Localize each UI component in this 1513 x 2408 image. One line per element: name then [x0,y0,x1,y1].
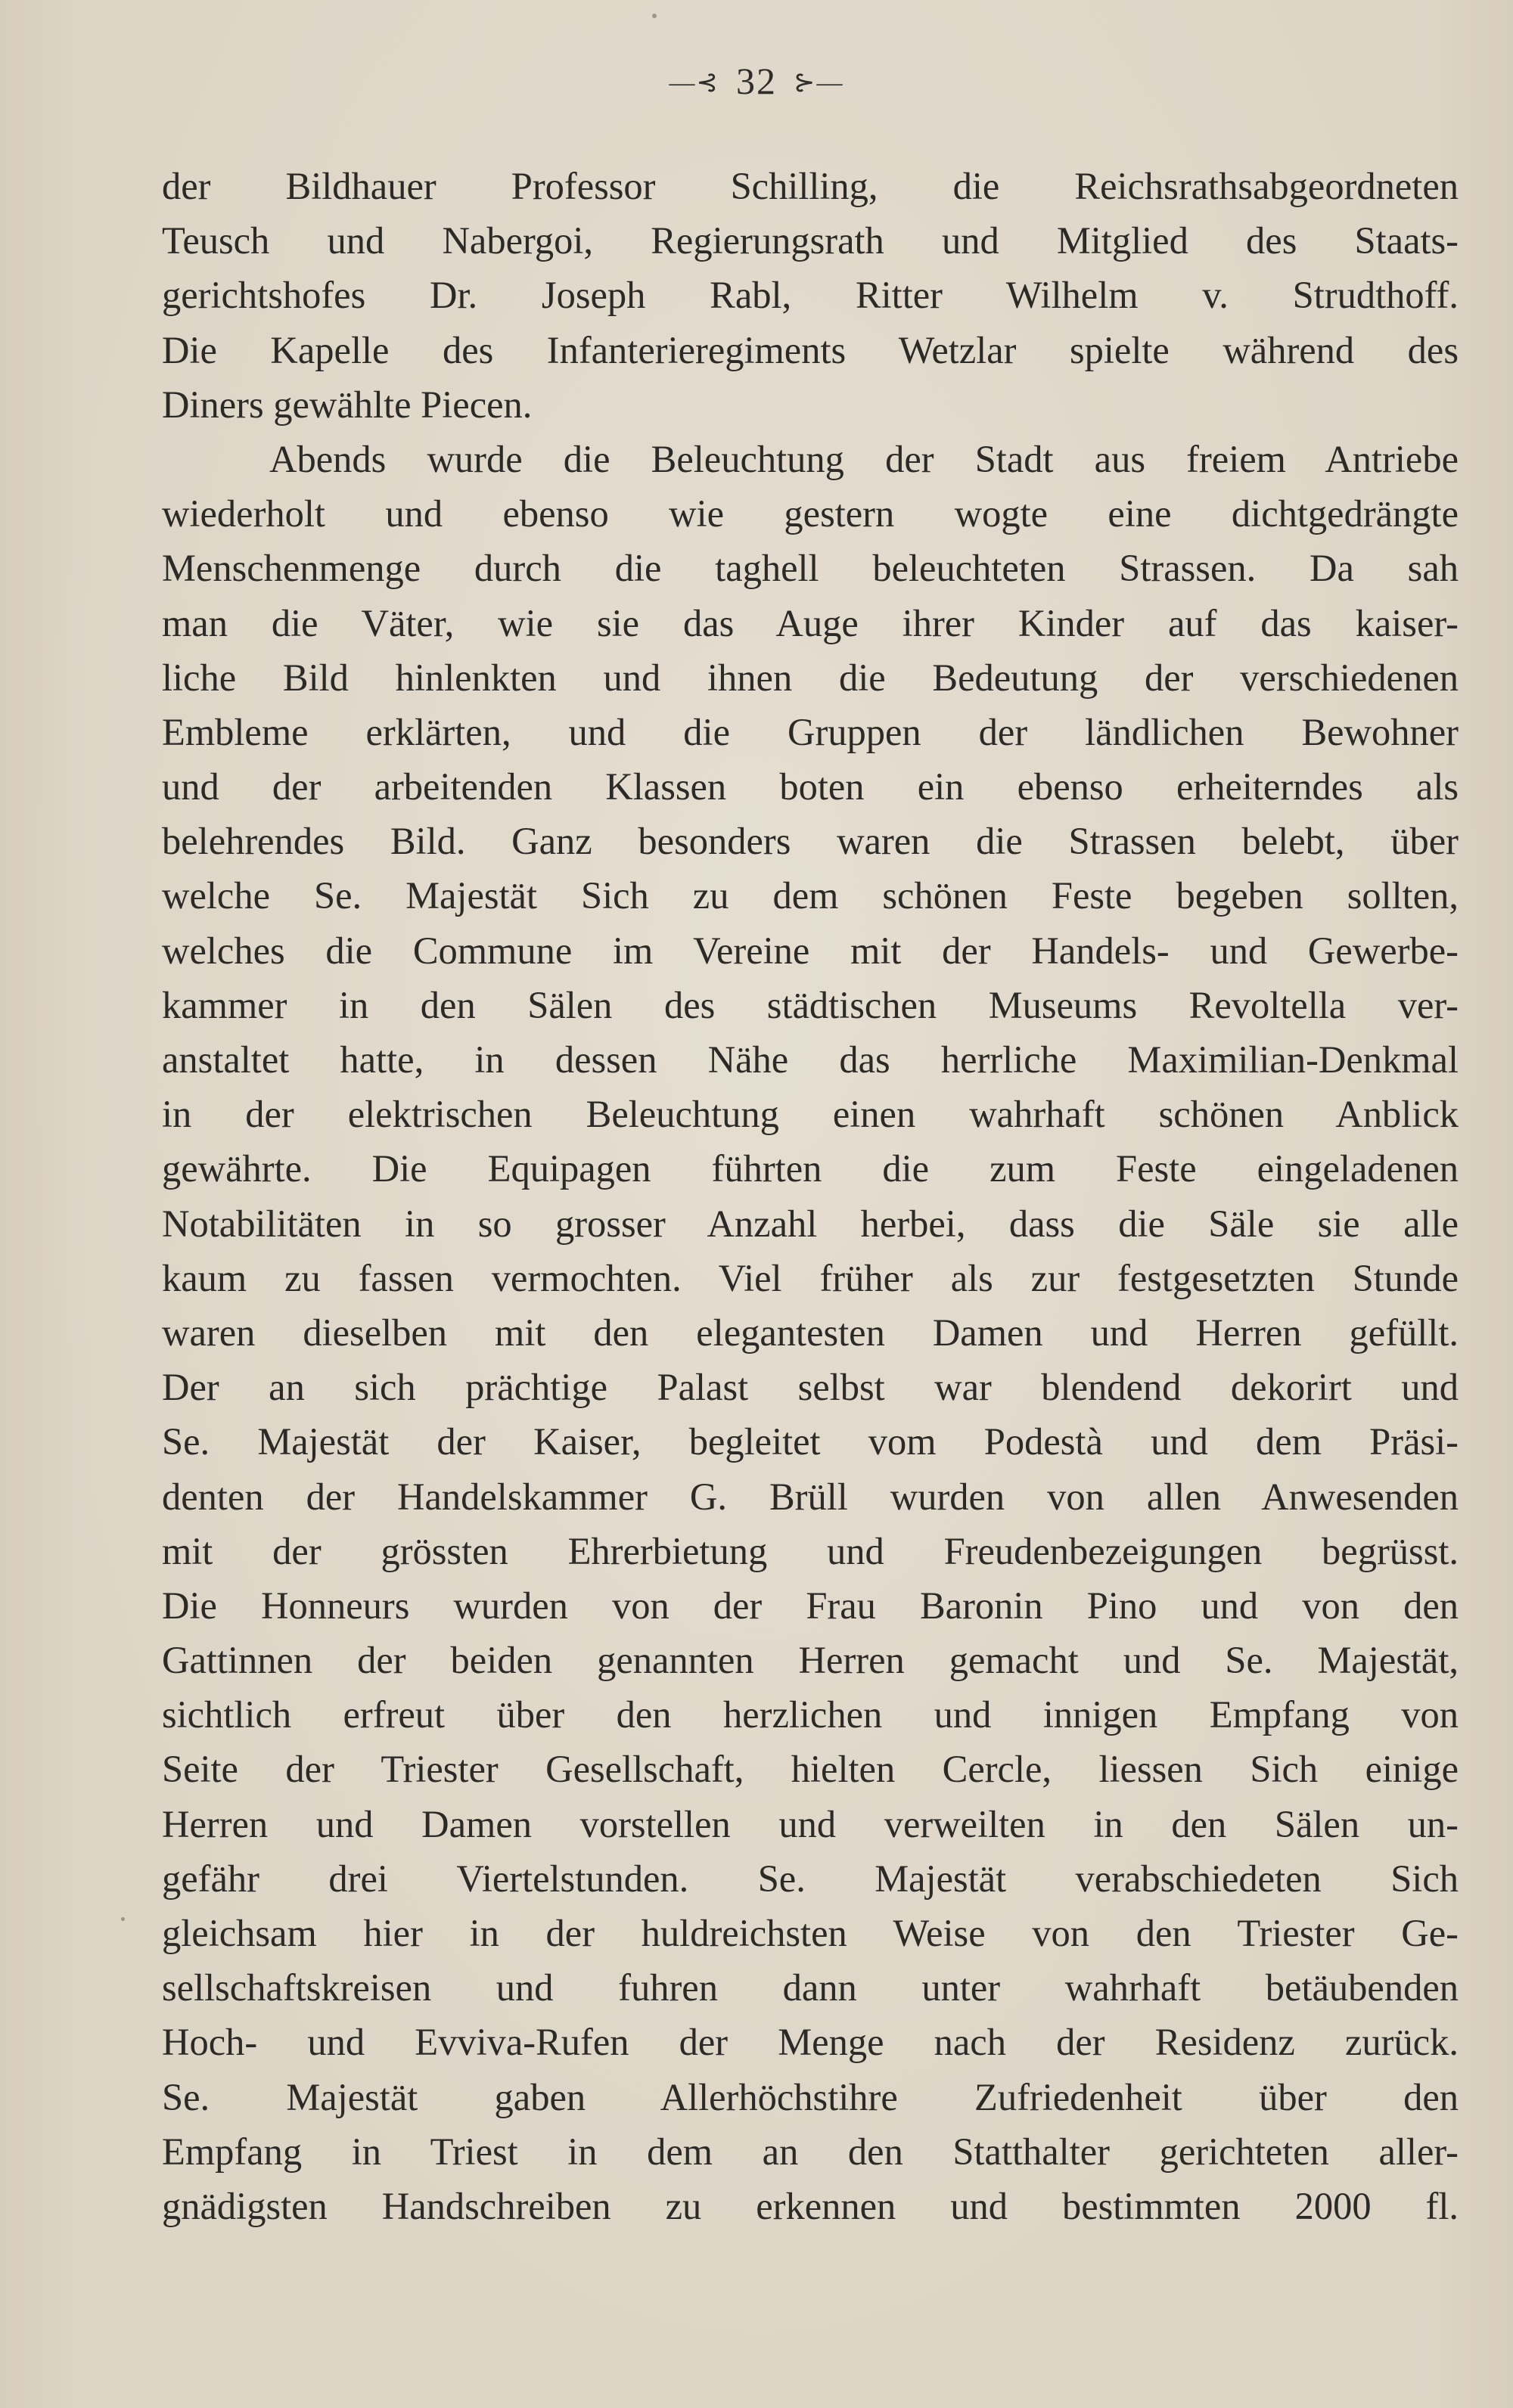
page-number: 32 [736,60,777,102]
text-line: kammer in den Sälen des städtischen Museums Revoltella ver- [162,983,1459,1026]
text-line: Der an sich prächtige Palast selbst war blendend dekorirt und [162,1366,1459,1409]
text-line: kaum zu fassen vermochten. Viel früher als zur festgesetzten Stunde [162,1256,1459,1299]
text-line: in der elektrischen Beleuchtung einen wahrhaft schönen Anblick [162,1093,1459,1136]
text-line: Gattinnen der beiden genannten Herren gemacht und Se. Majestät, [162,1639,1459,1682]
text-line: Menschenmenge durch die taghell beleuchteten Strassen. Da sah [162,547,1459,590]
text-line: Herren und Damen vorstellen und verweilten in den Sälen un- [162,1802,1459,1845]
text-line: waren dieselben mit den elegantesten Damen und Herren gefüllt. [162,1311,1459,1354]
paper-speck [652,14,657,18]
text-line: Notabilitäten in so grosser Anzahl herbei, dass die Säle sie alle [162,1202,1459,1245]
text-line: und der arbeitenden Klassen boten ein ebenso erheiterndes als [162,765,1459,808]
text-line: Empfang in Triest in dem an den Statthalter gerichteten aller- [162,2130,1459,2173]
paper-speck [121,1917,125,1921]
text-line: man die Väter, wie sie das Auge ihrer Kinder auf das kaiser- [162,601,1459,644]
text-line: Diners gewählte Piecen. [162,383,533,426]
text-line: Seite der Triester Gesellschaft, hielten Cercle, liessen Sich einige [162,1748,1459,1791]
text-line: anstaltet hatte, in dessen Nähe das herrliche Maximilian-Denkmal [162,1038,1459,1081]
text-line: gewährte. Die Equipagen führten die zum Feste eingeladenen [162,1147,1459,1190]
text-line: sellschaftskreisen und fuhren dann unter wahrhaft betäubenden [162,1966,1459,2009]
text-line: der Bildhauer Professor Schilling, die Reichsrathsabgeordneten [162,165,1459,207]
page-header [0,59,1513,103]
text-line: welches die Commune im Vereine mit der Handels- und Gewerbe- [162,929,1459,972]
text-line: liche Bild hinlenkten und ihnen die Bedeutung der verschiedenen [162,656,1459,699]
text-line: Embleme erklärten, und die Gruppen der ländlichen Bewohner [162,710,1459,753]
text-line: Abends wurde die Beleuchtung der Stadt aus freiem Antriebe [269,437,1459,480]
text-line: belehrendes Bild. Ganz besonders waren die Strassen belebt, über [162,820,1459,863]
text-line: wiederholt und ebenso wie gestern wogte eine dichtgedrängte [162,492,1459,535]
text-line: Hoch- und Evviva-Rufen der Menge nach der Residenz zurück. [162,2021,1459,2064]
text-line: gnädigsten Handschreiben zu erkennen und bestimmten 2000 fl. [162,2184,1459,2227]
text-line: Die Honneurs wurden von der Frau Baronin Pino und von den [162,1584,1459,1627]
body-text [162,159,1459,2233]
text-line: sichtlich erfreut über den herzlichen und innigen Empfang von [162,1693,1459,1736]
text-line: welche Se. Majestät Sich zu dem schönen Feste begeben sollten, [162,874,1459,917]
text-line: Teusch und Nabergoi, Regierungsrath und Mitglied des Staats- [162,219,1459,262]
text-line: gleichsam hier in der huldreichsten Weise von den Triester Ge- [162,1912,1459,1954]
text-line: Se. Majestät der Kaiser, begleitet vom Podestà und dem Präsi- [162,1420,1459,1463]
ornament-left: —⊰ [669,68,719,97]
ornament-right: ⊱— [794,68,844,97]
text-line: mit der grössten Ehrerbietung und Freudenbezeigungen begrüsst. [162,1529,1459,1572]
text-line: gefähr drei Viertelstunden. Se. Majestät verabschiedeten Sich [162,1857,1459,1900]
text-line: denten der Handelskammer G. Brüll wurden von allen Anwesenden [162,1475,1459,1518]
text-line: gerichtshofes Dr. Joseph Rabl, Ritter Wilhelm v. Strudthoff. [162,274,1459,317]
text-line: Se. Majestät gaben Allerhöchstihre Zufriedenheit über den [162,2075,1459,2118]
text-line: Die Kapelle des Infanterieregiments Wetzlar spielte während des [162,328,1459,371]
